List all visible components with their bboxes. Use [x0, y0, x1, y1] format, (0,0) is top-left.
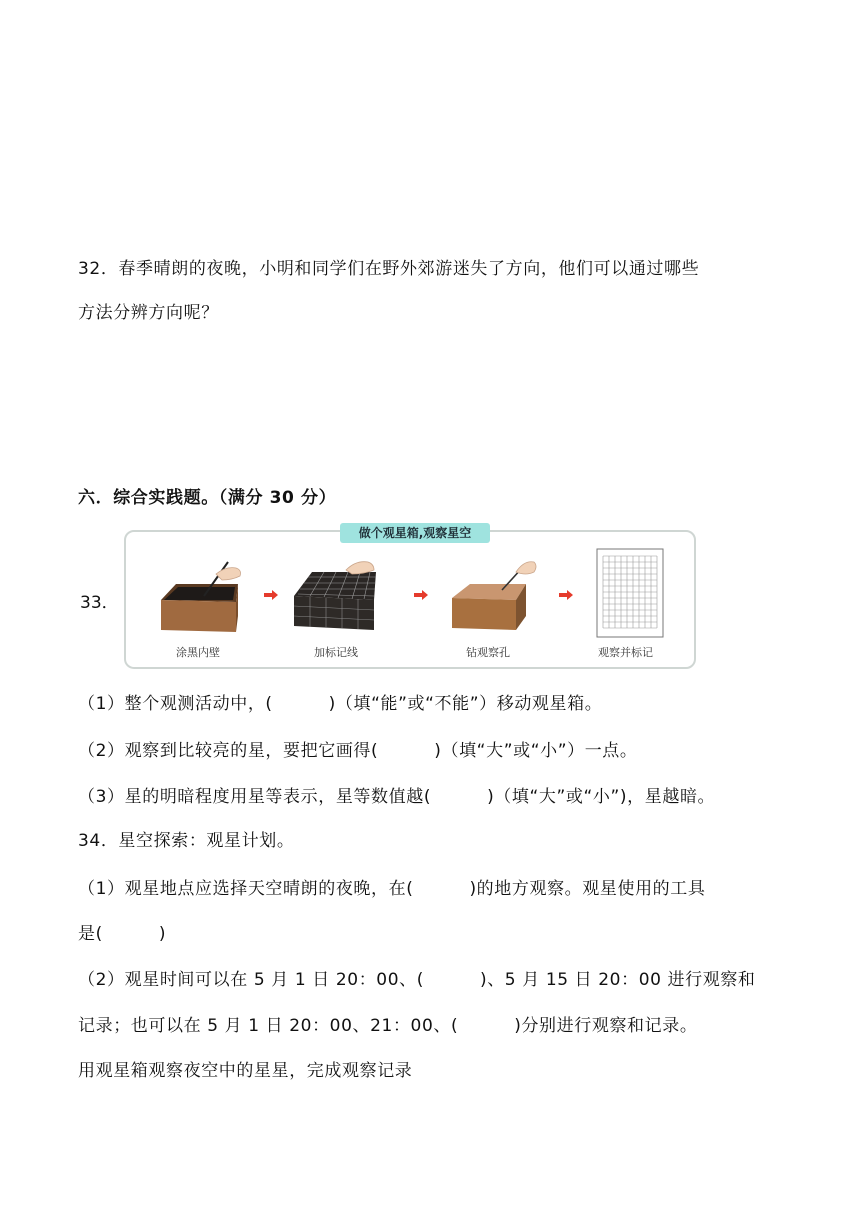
q34-sub2-line1-pre: （2）观星时间可以在 5 月 1 日 20：00、(: [78, 970, 424, 990]
q33-sub3-pre: （3）星的明暗程度用星等表示，星等数值越(: [78, 787, 432, 807]
q34-sub1-line2-pre: 是(: [78, 924, 103, 944]
q33-sub2-post: )（填“大”或“小”）一点。: [434, 741, 638, 761]
q34-sub1-line1-pre: （1）观星地点应选择天空晴朗的夜晚，在(: [78, 879, 414, 899]
q33-number: 33．: [80, 593, 119, 613]
grid-box-image: [290, 556, 380, 640]
painting-box-image: [156, 560, 246, 640]
step-label: 钻观察孔: [466, 646, 510, 659]
q33-sub3-post: )（填“大”或“小”)，星越暗。: [487, 787, 716, 807]
q34-sub2-line1-post: )、5 月 15 日 20：00 进行观察和: [479, 970, 756, 990]
drill-box-image: [444, 556, 544, 640]
q32-line2: 方法分辨方向呢？: [78, 303, 219, 323]
q34-sub1-line1: [78, 874, 706, 899]
q32-line1: 32．春季晴朗的夜晚，小明和同学们在野外郊游迷失了方向，他们可以通过哪些: [78, 259, 700, 279]
q34-sub2-line2-post: )分别进行观察和记录。: [514, 1016, 698, 1036]
q34-sub2-line2-pre: 记录；也可以在 5 月 1 日 20：00、21：00、(: [78, 1016, 459, 1036]
q33-sub1-post: )（填“能”或“不能”）移动观星箱。: [328, 694, 603, 714]
step-label: 加标记线: [314, 646, 358, 659]
step-label: 涂黑内壁: [176, 646, 220, 659]
q33-sub1-pre: （1）整个观测活动中，(: [78, 694, 273, 714]
star-box-figure: [124, 526, 696, 669]
q34-sub1-line2-post: ): [158, 924, 167, 944]
section-heading: 六．综合实践题。（满分 30 分）: [78, 488, 337, 508]
q34-sub1-line1-post: )的地方观察。观星使用的工具: [469, 879, 706, 899]
q34-title: 34．星空探索：观星计划。: [78, 831, 295, 851]
figure-title: 做个观星箱,观察星空: [340, 523, 490, 543]
q34-sub2-line2: [78, 1011, 697, 1036]
step-label: 观察并标记: [598, 646, 653, 659]
q33-sub3: [78, 782, 715, 807]
q34-sub2-line1: [78, 965, 756, 990]
grid-paper-image: [596, 548, 664, 638]
q34-note: 用观星箱观察夜空中的星星，完成观察记录: [78, 1061, 413, 1081]
arrow-icon: [559, 590, 573, 600]
q33-sub2-pre: （2）观察到比较亮的星，要把它画得(: [78, 741, 379, 761]
q33-sub2: [78, 736, 638, 761]
q34-sub1-line2: [78, 919, 166, 944]
arrow-icon: [264, 590, 278, 600]
arrow-icon: [414, 590, 428, 600]
q33-sub1: [78, 689, 602, 714]
